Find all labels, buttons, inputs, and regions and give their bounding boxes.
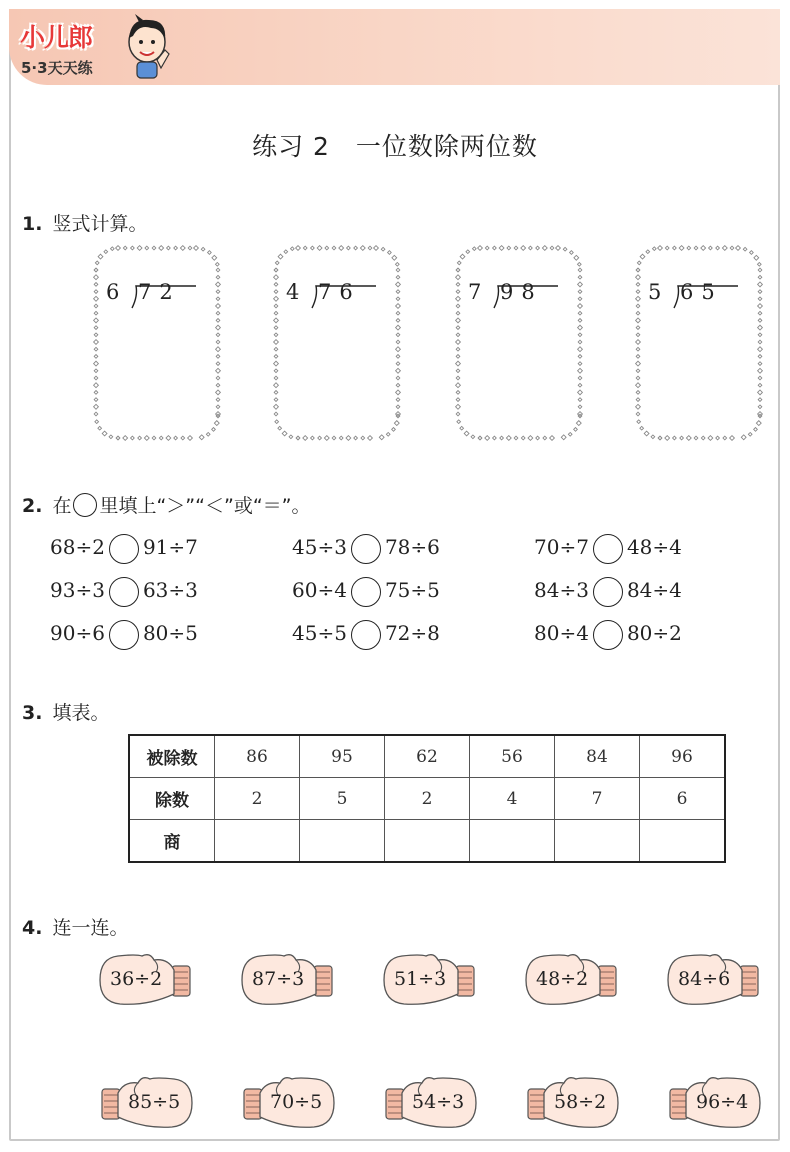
- quotient-answer-cell[interactable]: [555, 820, 640, 863]
- left-expression: 68÷2: [50, 535, 105, 559]
- comparison-item: [50, 616, 198, 650]
- circle-icon: [73, 493, 97, 517]
- q3-label: 填表。: [52, 702, 110, 724]
- q3-number: 3.: [22, 702, 43, 724]
- left-expression: 45÷5: [292, 621, 347, 645]
- mitten-expression: 85÷5: [128, 1091, 181, 1113]
- right-expression: 78÷6: [384, 535, 440, 559]
- page-title: 练习 2 一位数除两位数: [252, 132, 538, 161]
- divisor-cell: 4: [470, 778, 555, 820]
- dividend: 98: [500, 280, 543, 304]
- left-expression: 60÷4: [292, 578, 347, 602]
- comparison-item: [534, 573, 682, 607]
- mitten-expression: 96÷4: [696, 1091, 749, 1113]
- series-label: 5·3天天练: [21, 59, 93, 77]
- comparison-item: [50, 530, 198, 564]
- q1-heading: [22, 209, 147, 236]
- comparison-item: [50, 573, 198, 607]
- q2-heading: [22, 491, 311, 518]
- mitten-card-bottom[interactable]: [240, 1073, 336, 1133]
- mitten-card-bottom[interactable]: [524, 1073, 620, 1133]
- vertical-calc-box[interactable]: [272, 244, 402, 442]
- right-expression: 80÷2: [626, 621, 682, 645]
- answer-circle[interactable]: [351, 577, 381, 607]
- dividend-cell: 84: [555, 735, 640, 778]
- quotient-answer-cell[interactable]: [640, 820, 726, 863]
- right-expression: 80÷5: [142, 621, 198, 645]
- quotient-answer-cell[interactable]: [385, 820, 470, 863]
- dividend-cell: 96: [640, 735, 726, 778]
- dividend-cell: 95: [300, 735, 385, 778]
- right-expression: 48÷4: [626, 535, 682, 559]
- comparison-item: [292, 616, 440, 650]
- dividend: 76: [318, 280, 361, 304]
- mitten-expression: 51÷3: [394, 968, 447, 990]
- dotted-border-icon: [272, 244, 402, 442]
- divisor: 6: [106, 280, 120, 304]
- answer-circle[interactable]: [351, 620, 381, 650]
- brand-logo: 小儿郎: [20, 23, 93, 52]
- quotient-answer-cell[interactable]: [215, 820, 300, 863]
- table-row-quotient: [129, 820, 725, 863]
- row-header-quotient: 商: [129, 820, 215, 863]
- mitten-expression: 54÷3: [412, 1091, 465, 1113]
- answer-circle[interactable]: [593, 534, 623, 564]
- dividend: 65: [680, 280, 723, 304]
- dotted-border-icon: [454, 244, 584, 442]
- mitten-card-top[interactable]: [240, 950, 336, 1010]
- q2-label-post: 里填上“＞”“＜”或“＝”。: [99, 495, 311, 517]
- vertical-calc-box[interactable]: [92, 244, 222, 442]
- mitten-card-top[interactable]: [382, 950, 478, 1010]
- table-row-divisor: [129, 778, 725, 820]
- row-header-dividend: 被除数: [129, 735, 215, 778]
- right-expression: 84÷4: [626, 578, 682, 602]
- right-expression: 91÷7: [142, 535, 198, 559]
- dividend-cell: 86: [215, 735, 300, 778]
- right-expression: 63÷3: [142, 578, 198, 602]
- left-expression: 90÷6: [50, 621, 105, 645]
- divisor-cell: 6: [640, 778, 726, 820]
- left-expression: 70÷7: [534, 535, 589, 559]
- mitten-expression: 48÷2: [536, 968, 589, 990]
- answer-circle[interactable]: [109, 534, 139, 564]
- divisor-cell: 2: [215, 778, 300, 820]
- mascot-icon: [117, 12, 175, 80]
- left-expression: 93÷3: [50, 578, 105, 602]
- quotient-answer-cell[interactable]: [470, 820, 555, 863]
- mitten-expression: 58÷2: [554, 1091, 607, 1113]
- divisor: 4: [286, 280, 300, 304]
- comparison-item: [292, 530, 440, 564]
- mitten-expression: 70÷5: [270, 1091, 323, 1113]
- divisor-cell: 5: [300, 778, 385, 820]
- mitten-expression: 87÷3: [252, 968, 305, 990]
- vertical-calc-box[interactable]: [634, 244, 764, 442]
- q1-label: 竖式计算。: [52, 213, 148, 235]
- dividend: 72: [138, 280, 181, 304]
- q4-label: 连一连。: [52, 917, 129, 939]
- dividend-cell: 62: [385, 735, 470, 778]
- quotient-table: [128, 734, 726, 863]
- q2-number: 2.: [22, 495, 43, 517]
- comparison-item: [292, 573, 440, 607]
- mitten-card-top[interactable]: [666, 950, 762, 1010]
- divisor: 7: [468, 280, 482, 304]
- comparison-item: [534, 616, 682, 650]
- mitten-card-top[interactable]: [98, 950, 194, 1010]
- divisor-cell: 2: [385, 778, 470, 820]
- q1-number: 1.: [22, 213, 43, 235]
- mitten-card-bottom[interactable]: [666, 1073, 762, 1133]
- comparison-item: [534, 530, 682, 564]
- q4-heading: [22, 913, 128, 940]
- q4-number: 4.: [22, 917, 43, 939]
- left-expression: 45÷3: [292, 535, 347, 559]
- left-expression: 80÷4: [534, 621, 589, 645]
- quotient-answer-cell[interactable]: [300, 820, 385, 863]
- dividend-cell: 56: [470, 735, 555, 778]
- answer-circle[interactable]: [109, 620, 139, 650]
- left-expression: 84÷3: [534, 578, 589, 602]
- mitten-card-bottom[interactable]: [382, 1073, 478, 1133]
- q3-heading: [22, 698, 109, 725]
- answer-circle[interactable]: [593, 577, 623, 607]
- mitten-expression: 36÷2: [110, 968, 163, 990]
- dotted-border-icon: [634, 244, 764, 442]
- right-expression: 72÷8: [384, 621, 440, 645]
- divisor: 5: [648, 280, 662, 304]
- mitten-card-bottom[interactable]: [98, 1073, 194, 1133]
- dotted-border-icon: [92, 244, 222, 442]
- divisor-cell: 7: [555, 778, 640, 820]
- answer-circle[interactable]: [351, 534, 381, 564]
- q2-label-pre: 在: [52, 495, 72, 517]
- answer-circle[interactable]: [593, 620, 623, 650]
- row-header-divisor: 除数: [129, 778, 215, 820]
- table-row-dividend: [129, 735, 725, 778]
- vertical-calc-box[interactable]: [454, 244, 584, 442]
- mitten-card-top[interactable]: [524, 950, 620, 1010]
- right-expression: 75÷5: [384, 578, 440, 602]
- answer-circle[interactable]: [109, 577, 139, 607]
- mitten-expression: 84÷6: [678, 968, 731, 990]
